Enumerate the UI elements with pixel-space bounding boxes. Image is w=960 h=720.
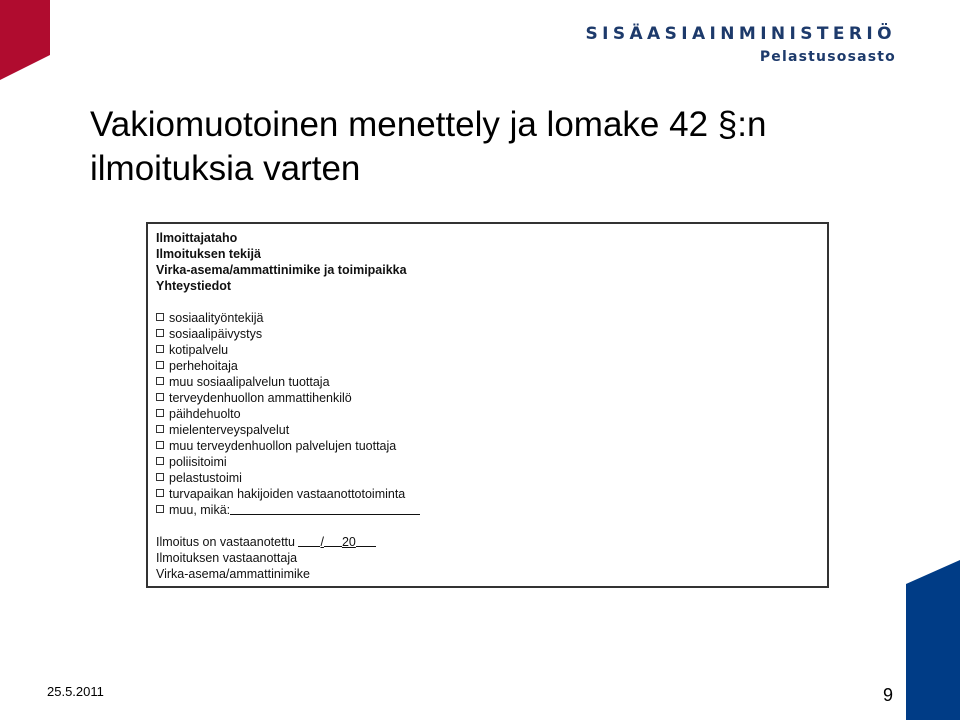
receiver-label: Ilmoituksen vastaanottaja — [156, 551, 298, 565]
slide-title — [90, 103, 766, 191]
option-item: mielenterveyspalvelut — [156, 422, 827, 438]
fill-in-line — [324, 535, 342, 547]
option-item: muu sosiaalipalvelun tuottaja — [156, 374, 827, 390]
receiver-title: Virka-asema/ammattinimike — [156, 567, 310, 581]
checkbox-icon — [156, 361, 164, 369]
checkbox-icon — [156, 457, 164, 465]
ministry-logo — [585, 24, 896, 65]
checkbox-icon — [156, 505, 164, 513]
form-field: Yhteystiedot — [156, 279, 232, 293]
page-number: 9 — [883, 685, 894, 705]
ministry-name: SISÄASIAINMINISTERIÖ — [585, 24, 896, 44]
bottom-right-blue-shape — [906, 560, 960, 720]
option-item-other: muu, mikä: — [156, 502, 827, 518]
fill-in-line — [230, 503, 420, 515]
checkbox-icon — [156, 473, 164, 481]
checkbox-icon — [156, 441, 164, 449]
received-label: Ilmoitus on vastaanotettu — [156, 535, 295, 549]
option-item: kotipalvelu — [156, 342, 827, 358]
footer-date: 25.5.2011 — [47, 684, 104, 699]
slide-title-line-1: Vakiomuotoinen menettely ja lomake 42 §:n — [90, 105, 767, 144]
option-item: muu terveydenhuollon palvelujen tuottaja — [156, 438, 827, 454]
date-slash: / — [320, 535, 324, 549]
checkbox-icon — [156, 393, 164, 401]
checkbox-icon — [156, 425, 164, 433]
slide-title-line-2: ilmoituksia varten — [90, 149, 361, 188]
checkbox-icon — [156, 409, 164, 417]
form-field: Ilmoituksen tekijä — [156, 247, 261, 261]
checkbox-icon — [156, 345, 164, 353]
top-left-red-shape — [0, 0, 52, 82]
option-item: poliisitoimi — [156, 454, 827, 470]
department-name: Pelastusosasto — [759, 49, 896, 65]
option-item: sosiaalityöntekijä — [156, 310, 827, 326]
checkbox-icon — [156, 377, 164, 385]
checkbox-icon — [156, 313, 164, 321]
option-item: perhehoitaja — [156, 358, 827, 374]
fill-in-line — [356, 535, 376, 547]
form-field: Virka-asema/ammattinimike ja toimipaikka — [156, 263, 407, 277]
option-item: turvapaikan hakijoiden vastaanottotoiminta — [156, 486, 827, 502]
date-year: 20 — [341, 535, 356, 549]
form-image — [146, 222, 829, 588]
form-heading: Ilmoittajataho — [156, 231, 238, 245]
option-item: sosiaalipäivystys — [156, 326, 827, 342]
received-date-line — [156, 534, 827, 550]
checkbox-icon — [156, 329, 164, 337]
fill-in-line — [298, 535, 320, 547]
option-item: pelastustoimi — [156, 470, 827, 486]
option-item: päihdehuolto — [156, 406, 827, 422]
checkbox-icon — [156, 489, 164, 497]
option-item: terveydenhuollon ammattihenkilö — [156, 390, 827, 406]
